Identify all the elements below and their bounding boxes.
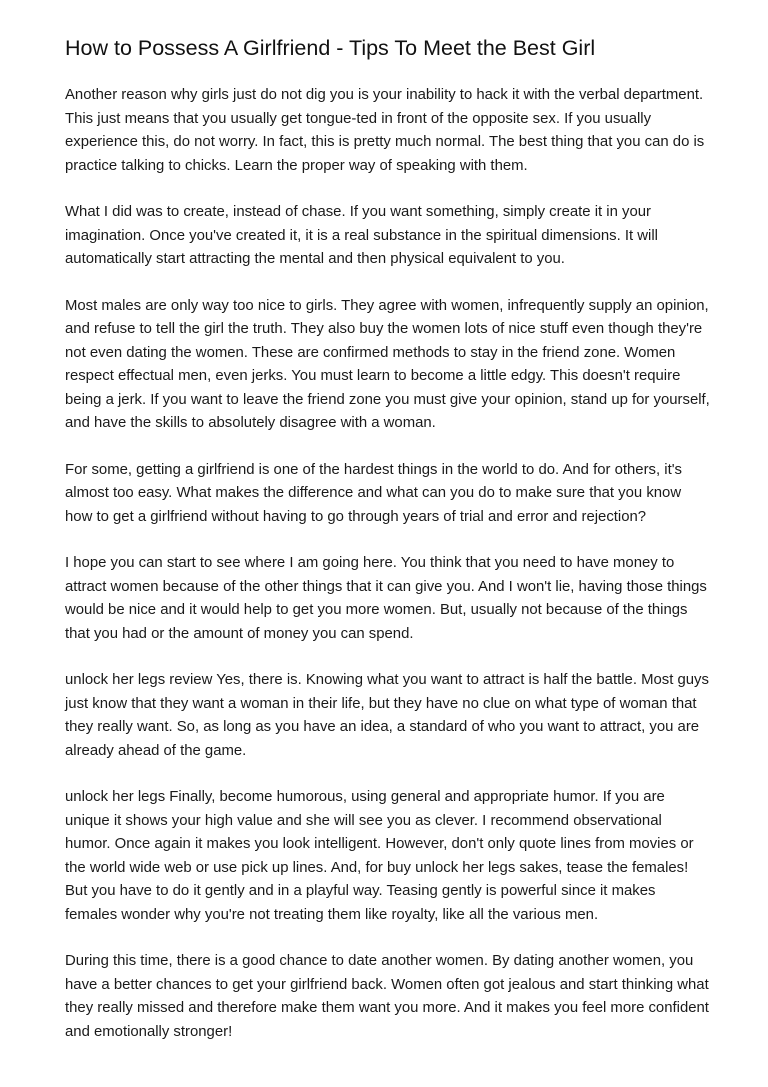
paragraph-5: I hope you can start to see where I am going here. You think that you need to have money to attract women because of the other things that it can give you. And I won't lie, having those things would be nice and it would help to get you more women. But, usually not because of the things that you had or the amount of money you can spend. — [65, 555, 707, 642]
paragraph-7: unlock her legs Finally, become humorous, using general and appropriate humor. If you are unique it shows your high value and she will see you as clever. I recommend observational humor. Once again it makes you look intelligent. However, don't only quote lines from movies or the world wide web or use pick up lines. And, for buy unlock her legs sakes, tease the females! But you have to do it gently and in a playful way. Teasing gently is powerful since it makes females wonder why you're not treating them like royalty, like all the various men. — [65, 789, 694, 923]
paragraph-1: Another reason why girls just do not dig you is your inability to hack it with the verbal department. This just means that you usually get tongue-ted in front of the opposite sex. If you usually experience this, do not worry. In fact, this is pretty much normal. The best thing that you can do is practice talking to chicks. Learn the proper way of speaking with them. — [65, 87, 705, 174]
paragraph-4: For some, getting a girlfriend is one of the hardest things in the world to do. And for others, it's almost too easy. What makes the difference and what can you do to make sure that you know how to get a girlfriend without having to go through years of trial and error and rejection? — [65, 461, 683, 525]
paragraph-3: Most males are only way too nice to girls. They agree with women, infrequently supply an opinion, and refuse to tell the girl the truth. They also buy the women lots of nice stuff even though they're not even dating the women. These are confirmed methods to stay in the friend zone. Women respect effectual men, even jerks. You must learn to become a little edgy. This doesn't require being a jerk. If you want to leave the friend zone you must give your opinion, stand up for yourself, and have the skills to absolutely disagree with a woman. — [65, 297, 710, 431]
paragraph-2: What I did was to create, instead of chase. If you want something, simply create it in your imagination. Once you've created it, it is a real substance in the spiritual dimensions. It will automatically start attracting the mental and then physical equivalent to you. — [65, 204, 658, 267]
paragraph-6: unlock her legs review Yes, there is. Knowing what you want to attract is half the battle. Most guys just know that they want a woman in their life, but they have no clue on what type of woman that they really want. So, as long as you have an idea, a standard of who you want to attract, you are already ahead of the game. — [65, 672, 709, 759]
page-title: How to Possess A Girlfriend - Tips To Meet the Best Girl — [65, 36, 596, 60]
paragraph-8: During this time, there is a good chance to date another women. By dating another women, you have a better chances to get your girlfriend back. Women often got jealous and start thinking what they really missed and therefore make them want you more. And it makes you feel more confident and emotionally stronger! — [65, 953, 709, 1040]
document-page — [65, 34, 710, 1067]
